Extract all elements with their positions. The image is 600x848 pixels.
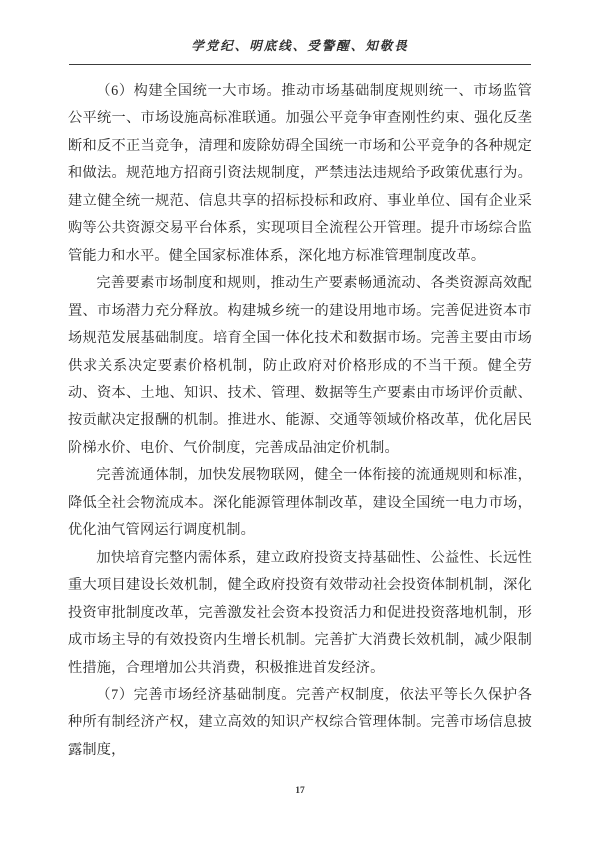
body-paragraph: 完善流通体制，加快发展物联网，健全一体衔接的流通规则和标准，降低全社会物流成本。深化能源管理体制改革，建设全国统一电力市场，优化油气管网运行调度机制。 xyxy=(68,467,532,539)
body-paragraph: 完善要素市场制度和规则，推动生产要素畅通流动、各类资源高效配置、市场潜力充分释放。构建城乡统一的建设用地市场。完善促进资本市场规范发展基础制度。培育全国一体化技术和数据市场。完善主要由市场供求关系决定要素价格机制，防止政府对价格形成的不当干预。健全劳动、资本、土地、知识、技术、管理、数据等生产要素由市场评价贡献、按贡献决定报酬的机制。推进水、能源、交通等领域价格改革，优化居民阶梯水价、电价、气价制度，完善成品油定价机制。 xyxy=(68,275,532,456)
running-header: 学党纪、明底线、受警醒、知敬畏 xyxy=(191,39,409,53)
body-paragraph: （7）完善市场经济基础制度。完善产权制度，依法平等长久保护各种所有制经济产权，建立高效的知识产权综合管理体制。完善市场信息披露制度， xyxy=(68,686,532,758)
header-rule-divider xyxy=(69,64,531,65)
body-paragraph: （6）构建全国统一大市场。推动市场基础制度规则统一、市场监管公平统一、市场设施高标准联通。加强公平竞争审查刚性约束、强化反垄断和反不正当竞争，清理和废除妨碍全国统一市场和公平竞争的各种规定和做法。规范地方招商引资法规制度，严禁违法违规给予政策优惠行为。建立健全统一规范、信息共享的招标投标和政府、事业单位、国有企业采购等公共资源交易平台体系，实现项目全流程公开管理。提升市场综合监管能力和水平。健全国家标准体系，深化地方标准管理制度改革。 xyxy=(68,83,532,264)
page-number: 17 xyxy=(295,786,305,796)
body-paragraph: 加快培育完整内需体系，建立政府投资支持基础性、公益性、长远性重大项目建设长效机制，健全政府投资有效带动社会投资体制机制，深化投资审批制度改革，完善激发社会资本投资活力和促进投资落地机制，形成市场主导的有效投资内生增长机制。完善扩大消费长效机制，减少限制性措施，合理增加公共消费，积极推进首发经济。 xyxy=(68,549,532,676)
document-body xyxy=(68,78,532,764)
